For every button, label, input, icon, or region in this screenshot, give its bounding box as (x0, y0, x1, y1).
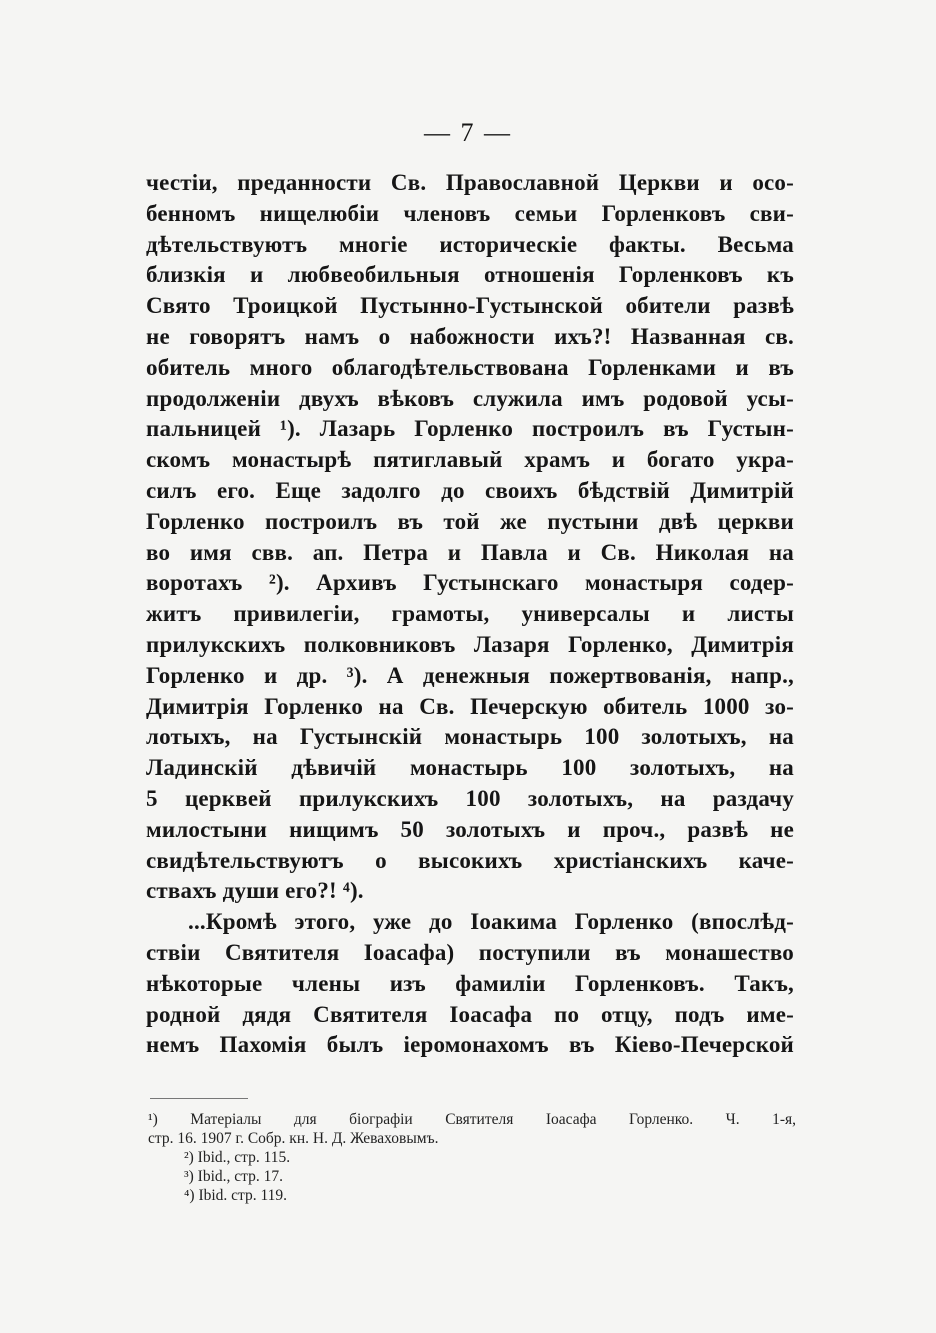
text-line: житъ привилегіи, грамоты, универсалы и листы (146, 601, 794, 627)
text-line: немъ Пахомія былъ іеромонахомъ въ Кіево-Печерской (146, 1032, 794, 1058)
text-line: милостыни нищимъ 50 золотыхъ и проч., развѣ не (146, 816, 794, 842)
text-line: ствіи Святителя Іоасафа) поступили въ монашество (146, 939, 794, 965)
footnote-line: стр. 16. 1907 г. Собр. кн. Н. Д. Жеваховымъ. (148, 1130, 439, 1147)
text-line: близкія и любвеобильныя отношенія Горленковъ къ (146, 262, 794, 288)
text-line: Ладинскій дѣвичій монастырь 100 золотыхъ, на (146, 755, 794, 781)
text-line: продолженіи двухъ вѣковъ служила имъ родовой усы- (146, 385, 794, 411)
text-line: скомъ монастырѣ пятиглавый храмъ и богато укра- (146, 447, 794, 473)
page-number: — 7 — (424, 118, 512, 147)
footnote-line: ¹) Матеріалы для біографіи Святителя Іоасафа Горленко. Ч. 1-я, (148, 1111, 796, 1128)
footnote-separator (150, 1098, 248, 1099)
text-line: Димитрія Горленко на Св. Печерскую обитель 1000 зо- (146, 693, 794, 719)
text-line: дѣтельствуютъ многіе историческіе факты. Весьма (146, 231, 794, 257)
footnotes (148, 1110, 796, 1205)
text-line: родной дядя Святителя Іоасафа по отцу, подъ име- (146, 1001, 794, 1027)
text-line: нѣкоторые члены изъ фамиліи Горленковъ. Такъ, (146, 970, 794, 996)
text-line: прилукскихъ полковниковъ Лазаря Горленко, Димитрія (146, 631, 794, 657)
text-line: обитель много облагодѣтельствована Горленками и въ (146, 354, 794, 380)
text-line: воротахъ ²). Архивъ Густынскаго монастыря содер- (146, 570, 794, 596)
main-text (146, 168, 794, 1061)
text-line: пальницей ¹). Лазарь Горленко построилъ въ Густын- (146, 416, 794, 442)
text-line: ...Кромѣ этого, уже до Іоакима Горленко (впослѣд- (188, 909, 794, 935)
text-line: лотыхъ, на Густынскій монастырь 100 золотыхъ, на (146, 724, 794, 750)
text-line: ствахъ души его?! ⁴). (146, 878, 364, 904)
text-line: честіи, преданности Св. Православной Церкви и осо- (146, 170, 794, 195)
text-line: силъ его. Еще задолго до своихъ бѣдствій Димитрій (146, 477, 794, 503)
footnote-line: ³) Ibid., стр. 17. (184, 1168, 283, 1185)
text-line: Горленко и др. ³). А денежныя пожертвованія, напр., (146, 662, 794, 688)
text-line: свидѣтельствуютъ о высокихъ христіанскихъ каче- (146, 847, 794, 873)
footnote-line: ²) Ibid., стр. 115. (184, 1149, 291, 1166)
footnote-line: ⁴) Ibid. стр. 119. (184, 1187, 288, 1204)
text-line: во имя свв. ап. Петра и Павла и Св. Николая на (146, 539, 794, 565)
text-line: бенномъ нищелюбіи членовъ семьи Горленковъ сви- (146, 200, 794, 226)
text-line: не говорятъ намъ о набожности ихъ?! Названная св. (146, 323, 794, 349)
text-line: 5 церквей прилукскихъ 100 золотыхъ, на раздачу (146, 785, 794, 811)
text-line: Свято Троицкой Пустынно-Густынской обители развѣ (146, 293, 794, 319)
text-line: Горленко построилъ въ той же пустыни двѣ церкви (146, 508, 794, 534)
